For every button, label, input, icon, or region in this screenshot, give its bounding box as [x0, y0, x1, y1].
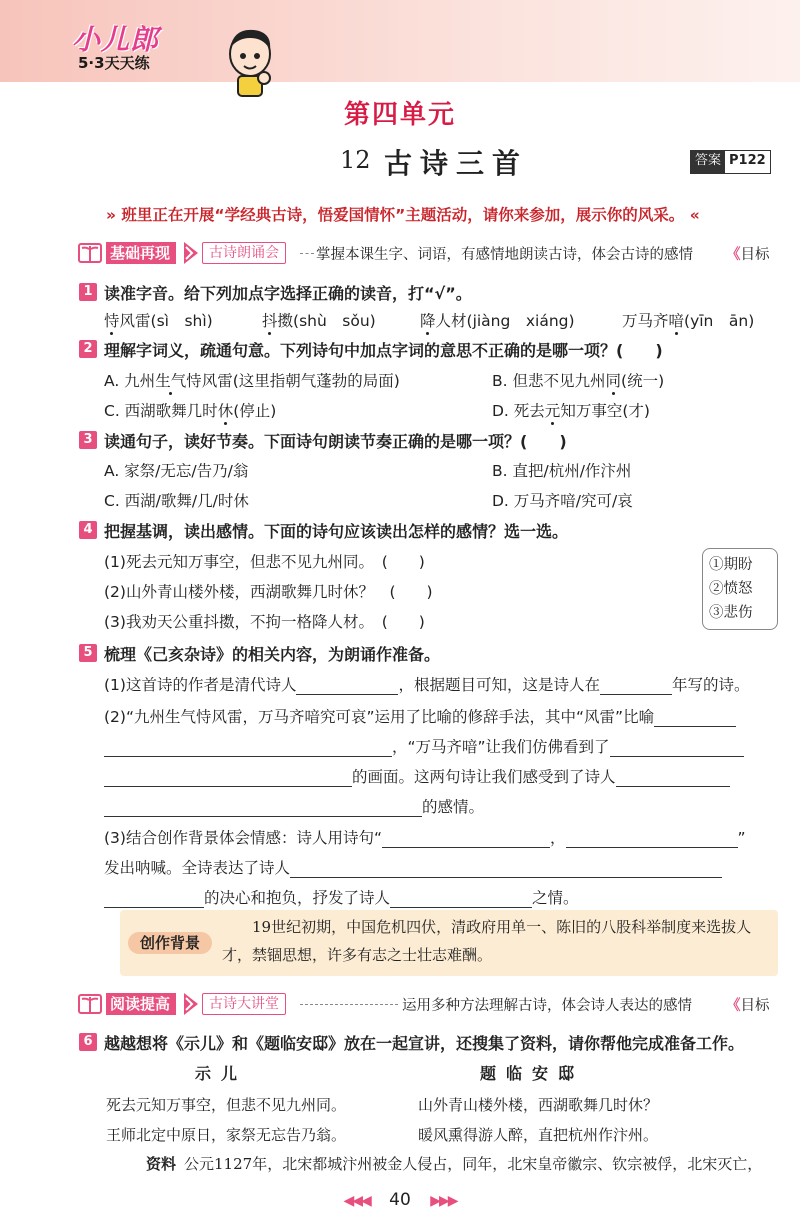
question-prompt: 读准字音。给下列加点字选择正确的读音，打“√”。 [104, 284, 472, 303]
section-basic-bar [78, 241, 774, 267]
fill-blank[interactable] [104, 740, 392, 757]
question-number: 2 [79, 340, 97, 358]
fill-blank[interactable] [654, 710, 736, 727]
fill-blank[interactable] [566, 831, 738, 848]
intro-text: 班里正在开展“学经典古诗，悟爱国情怀”主题活动，请你来参加，展示你的风采。 [121, 206, 685, 224]
logo-main-text: 小儿郎 [72, 23, 160, 56]
reference-material [146, 1153, 762, 1174]
section-goal: 掌握本课生字、词语，有感情地朗读古诗，体会古诗的感情 [316, 247, 693, 263]
dotted-char: 抖 [262, 312, 278, 330]
fill-blank[interactable] [104, 800, 422, 817]
double-chevron-left-icon: « [689, 206, 700, 224]
option-text: B. 但悲不见九州 [492, 372, 606, 390]
q5-text: 的画面。这两句诗让我们感受到了诗人 [352, 768, 616, 786]
question-prompt: 把握基调，读出感情。下面的诗句应该读出怎样的感情？选一选。 [104, 522, 569, 541]
answer-page: P122 [725, 151, 770, 173]
fill-blank[interactable] [104, 891, 204, 908]
q5-text: 的决心和抱负，抒发了诗人 [204, 889, 391, 907]
goal-tag-text: 目标 [740, 998, 770, 1014]
page-footer [0, 1190, 800, 1210]
emotion-item[interactable]: (1)死去元知万事空，但悲不见九州同。 ( ) [104, 553, 425, 571]
question-prompt: 读通句子，读好节奏。下面诗句朗读节奏正确的是哪一项？( ) [104, 432, 567, 451]
section-arrow-icon [184, 993, 198, 1015]
dotted-word: 休 [217, 402, 234, 420]
choice-text: 万马齐 [622, 312, 669, 330]
choice-text: (yīn ān) [684, 312, 755, 330]
option-text: C. 西湖歌舞几时 [104, 402, 218, 420]
open-book-icon [78, 241, 102, 265]
brand-logo [72, 18, 222, 76]
poem-line: 暖风熏得游人醉，直把杭州作汴州。 [418, 1126, 659, 1144]
q5-part2-line3 [104, 765, 730, 787]
chevron-left-icon: 《 [726, 247, 741, 263]
fill-blank[interactable] [610, 740, 744, 757]
dotted-word: 元 [544, 402, 561, 420]
q5-part1 [104, 673, 750, 695]
question-number: 5 [79, 644, 97, 662]
option-text: 知万事空(才) [560, 402, 650, 420]
q5-text: ” [737, 829, 746, 847]
section-label: 阅读提高 [106, 993, 176, 1015]
q5-part2-line4 [104, 795, 484, 817]
question-prompt: 越越想将《示儿》和《题临安邸》放在一起宣讲，还搜集了资料，请你帮他完成准备工作。 [104, 1034, 745, 1053]
section-arrow-icon [184, 242, 198, 264]
option-text: D. 死去 [492, 402, 545, 420]
option-b[interactable] [492, 369, 664, 391]
poem-title-tilinandi: 题临安邸 [480, 1064, 585, 1083]
emotion-item[interactable]: (2)山外青山楼外楼，西湖歌舞几时休？ ( ) [104, 583, 433, 601]
q5-text: 的感情。 [422, 798, 485, 816]
dotted-leader [300, 253, 314, 254]
fill-blank[interactable] [616, 770, 730, 787]
fill-blank[interactable] [390, 891, 532, 908]
q5-text: ， [550, 829, 566, 847]
q5-text: ，根据题目可知，这是诗人在 [398, 676, 600, 694]
answer-label: 答案 [691, 151, 725, 173]
option-d[interactable] [492, 399, 650, 421]
option-a[interactable]: A. 家祭/无忘/告乃/翁 [104, 462, 249, 480]
choice-text: 擞(shù sǒu) [277, 312, 376, 330]
poem-line: 死去元知万事空，但悲不见九州同。 [106, 1096, 347, 1114]
pinyin-choice[interactable] [262, 309, 376, 331]
question-number: 4 [79, 521, 97, 539]
section-reading-bar [78, 992, 774, 1018]
pinyin-choice[interactable] [104, 309, 213, 331]
option-text: A. 九州 [104, 372, 156, 390]
poem-title-shier: 示儿 [195, 1064, 248, 1083]
lesson-title: 古诗三首 [384, 147, 529, 180]
emotion-options-box [702, 548, 778, 630]
option-c[interactable] [104, 399, 276, 421]
q5-text: ，“万马齐喑”让我们仿佛看到了 [392, 738, 610, 756]
unit-title: 第四单元 [343, 100, 456, 130]
goal-tag-text: 目标 [740, 247, 770, 263]
q5-part2 [104, 705, 736, 727]
section-label: 基础再现 [106, 242, 176, 264]
logo-sub-text: 5·3天天练 [78, 54, 150, 72]
q5-text: 年写的诗。 [671, 676, 750, 694]
question-number: 3 [79, 431, 97, 449]
fill-blank[interactable] [290, 861, 722, 878]
emotion-option: ①期盼 [709, 557, 753, 573]
q5-part2-line2 [104, 735, 744, 757]
reference-label: 资料 [146, 1155, 177, 1173]
fill-blank[interactable] [600, 678, 672, 695]
page-number: 40 [389, 1190, 411, 1210]
section-goal: 运用多种方法理解古诗，体会诗人表达的感情 [402, 998, 692, 1014]
q5-text: (2)“九州生气恃风雷，万马齐喑究可哀”运用了比喻的修辞手法，其中“风雷”比喻 [104, 708, 655, 726]
q5-text: 之情。 [532, 889, 579, 907]
fill-blank[interactable] [296, 678, 398, 695]
pinyin-choice[interactable] [622, 309, 754, 331]
question-prompt: 梳理《己亥杂诗》的相关内容，为朗诵作准备。 [104, 645, 441, 664]
triple-arrow-left-icon: ◀◀◀ [343, 1193, 370, 1209]
triple-arrow-right-icon: ▶▶▶ [430, 1193, 457, 1209]
dotted-char: 降 [420, 312, 436, 330]
question-prompt: 理解字词义，疏通句意。下列诗句中加点字词的意思不正确的是哪一项？( ) [104, 341, 663, 360]
fill-blank[interactable] [104, 770, 352, 787]
dotted-leader [300, 1004, 398, 1005]
poem-line: 王师北定中原日，家祭无忘告乃翁。 [106, 1126, 347, 1144]
answer-reference [690, 150, 771, 174]
q5-text: (1)这首诗的作者是清代诗人 [104, 676, 297, 694]
option-a[interactable] [104, 369, 400, 391]
q5-part3 [104, 826, 746, 848]
dotted-char: 喑 [668, 312, 685, 330]
goal-tag [726, 243, 770, 264]
chevron-left-icon: 《 [726, 998, 741, 1014]
section-sub-label: 古诗朗诵会 [202, 242, 286, 264]
q5-part3-line2 [104, 856, 722, 878]
option-b[interactable]: B. 直把/杭州/作汴州 [492, 462, 632, 480]
option-text: (停止) [233, 402, 277, 420]
option-text: (统一) [621, 372, 665, 390]
section-sub-label: 古诗大讲堂 [202, 993, 286, 1015]
dotted-char: 恃 [104, 312, 120, 330]
double-chevron-right-icon: » [106, 206, 117, 224]
q5-part3-line3 [104, 886, 579, 908]
option-c[interactable]: C. 西湖/歌舞/几/时休 [104, 492, 249, 510]
dotted-word: 同 [605, 372, 622, 390]
question-number: 1 [79, 283, 97, 301]
choice-text: 风雷(sì shì) [119, 312, 213, 330]
option-d[interactable]: D. 万马齐喑/究可/哀 [492, 492, 633, 510]
emotion-item[interactable]: (3)我劝天公重抖擞，不拘一格降人材。 ( ) [104, 613, 425, 631]
open-book-icon [78, 992, 102, 1016]
pinyin-choice[interactable] [420, 309, 575, 331]
goal-tag [726, 994, 770, 1015]
dotted-word: 生气 [155, 372, 187, 390]
option-text: 恃风雷(这里指朝气蓬勃的局面) [186, 372, 400, 390]
q5-text: (3)结合创作背景体会情感：诗人用诗句“ [104, 829, 382, 847]
reference-text: 公元1127年，北宋都城汴州被金人侵占，同年，北宋皇帝徽宗、钦宗被俘，北宋灭亡， [184, 1155, 763, 1173]
mascot-boy-icon [224, 26, 276, 98]
poem-line: 山外青山楼外楼，西湖歌舞几时休？ [418, 1096, 659, 1114]
q5-text: 发出呐喊。全诗表达了诗人 [104, 859, 291, 877]
activity-intro [106, 203, 700, 225]
choice-text: 人材(jiàng xiáng) [435, 312, 575, 330]
lesson-number: 12 [340, 146, 371, 174]
creation-background-text: 19世纪初期，中国危机四伏，清政府用单一、陈旧的八股科举制度来选拔人才，禁锢思想，许多有志之士壮志难酬。 [222, 918, 752, 964]
fill-blank[interactable] [382, 831, 550, 848]
question-number: 6 [79, 1033, 97, 1051]
emotion-option: ②愤怒 [709, 581, 753, 597]
creation-background-label: 创作背景 [128, 932, 212, 954]
emotion-option: ③悲伤 [709, 605, 753, 621]
